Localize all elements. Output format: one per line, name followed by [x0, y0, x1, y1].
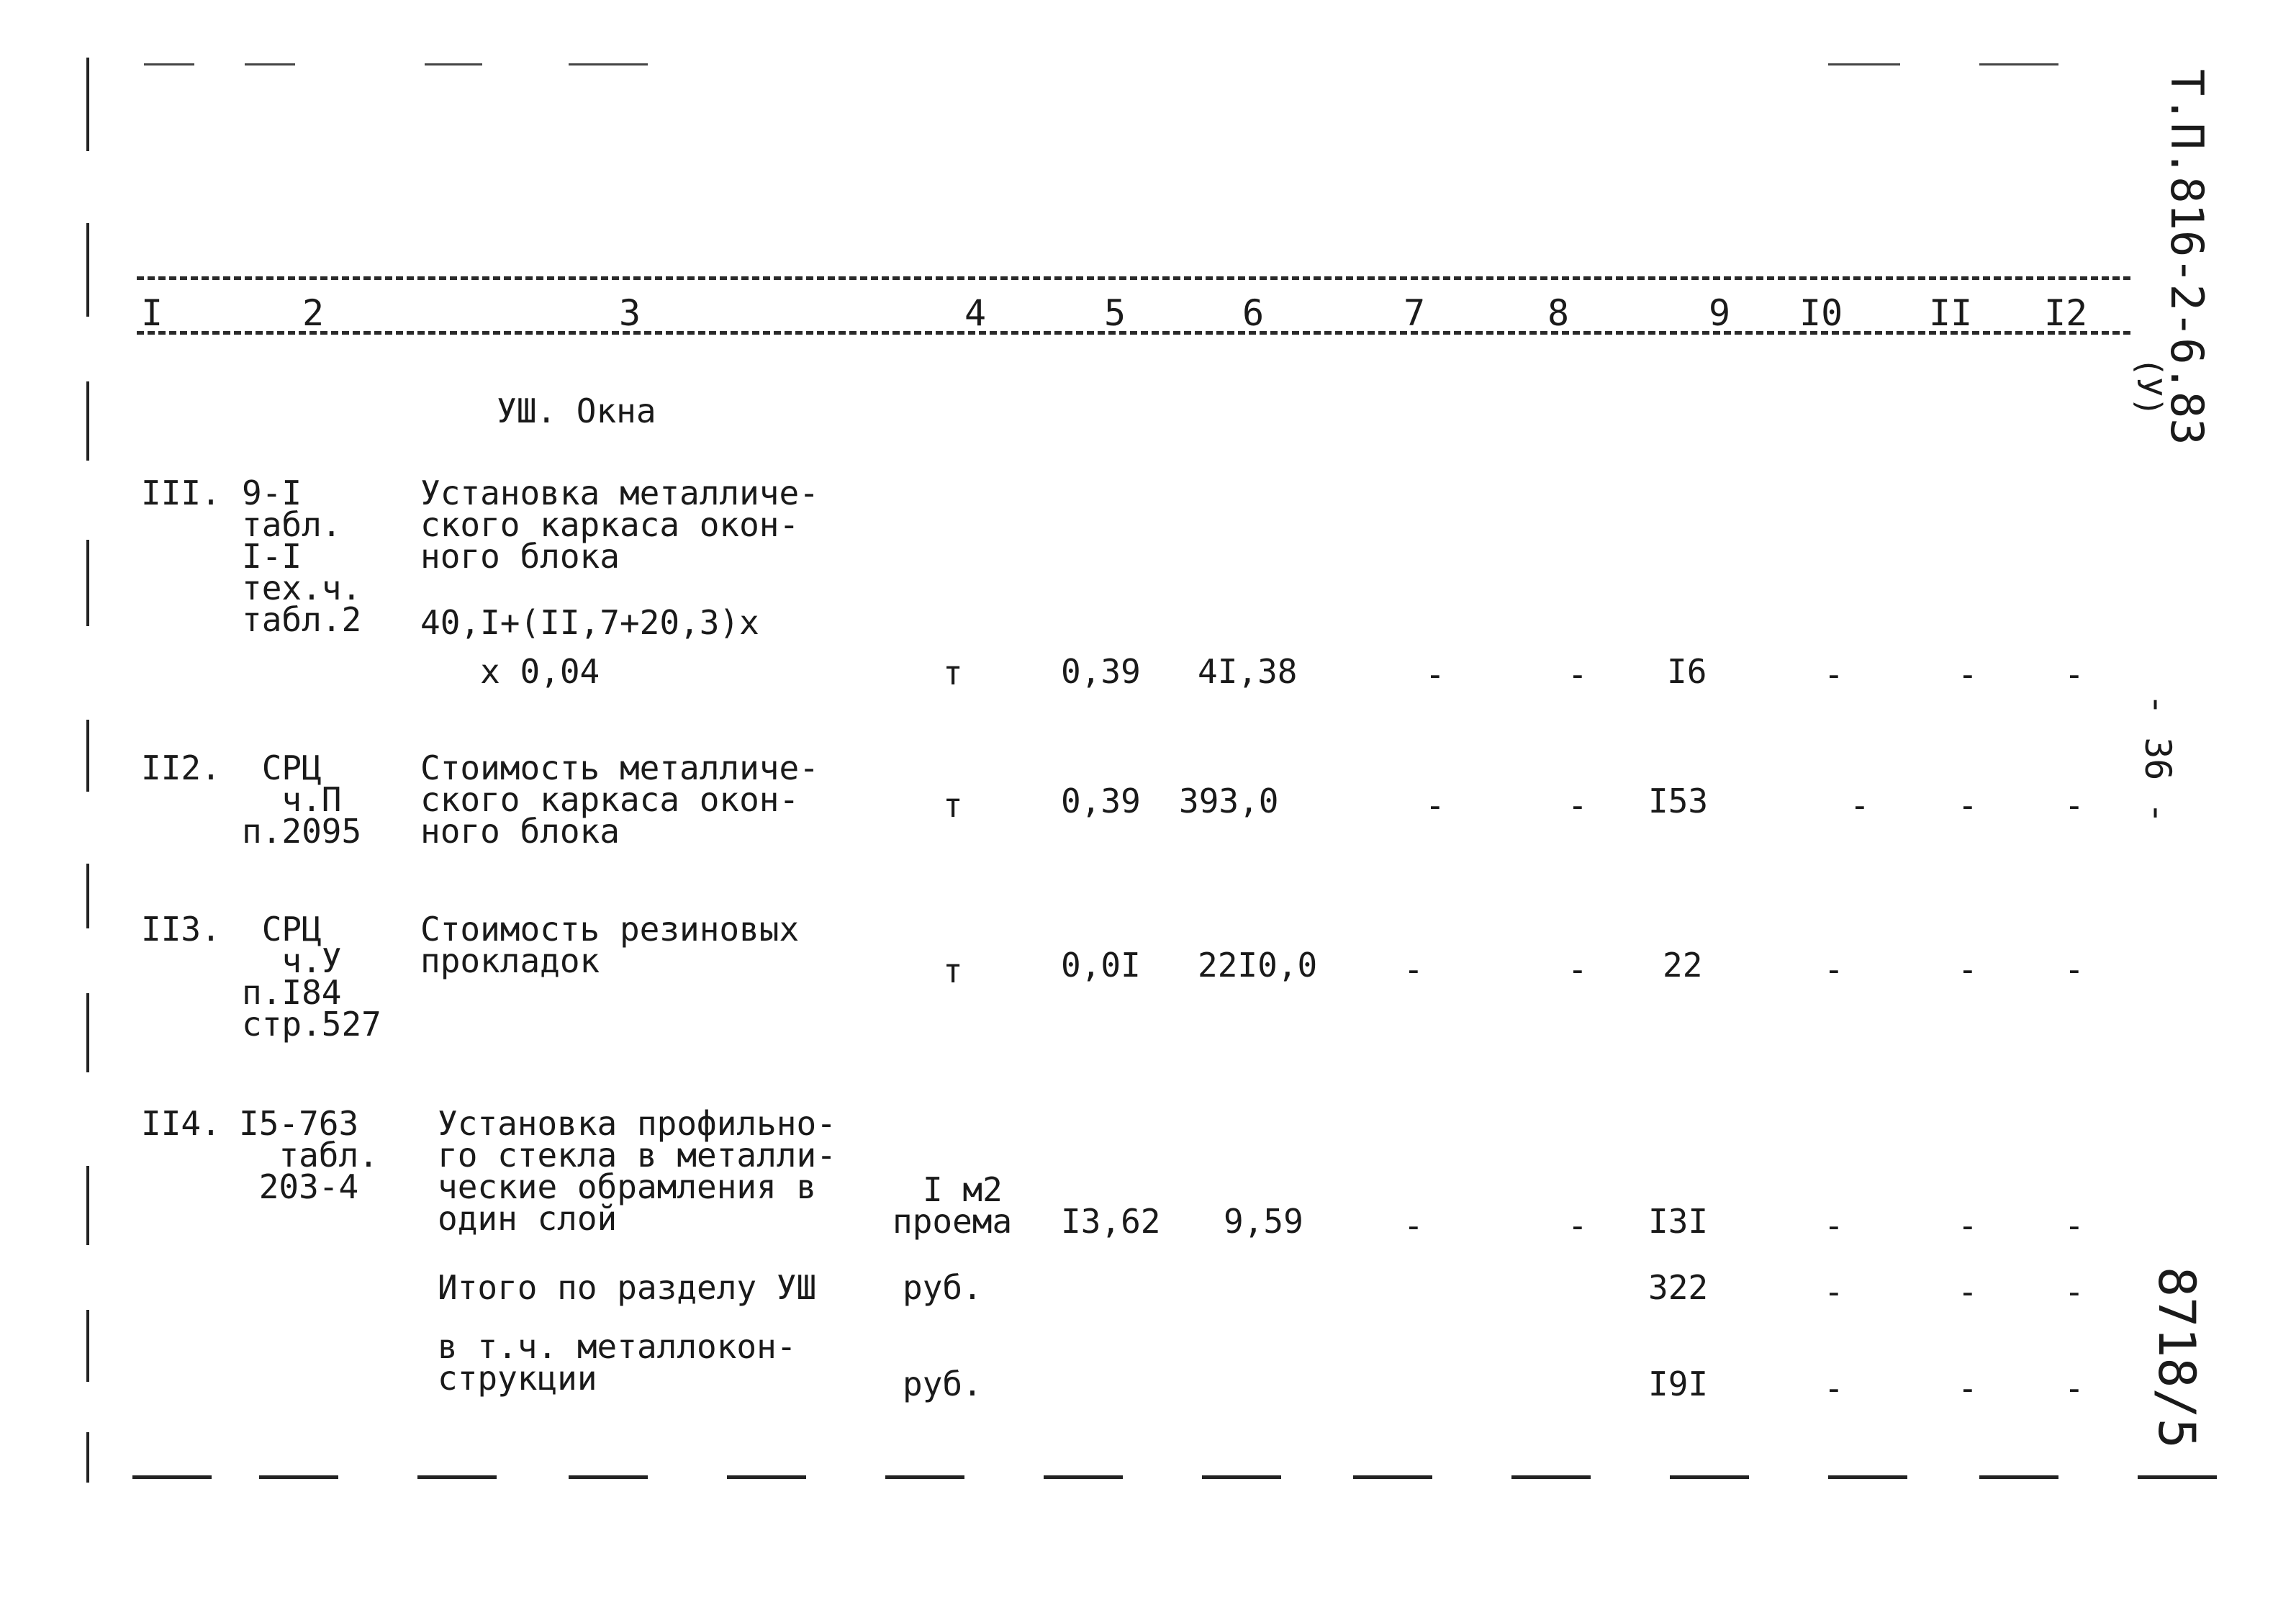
sheet-number: 8718/5	[2147, 1267, 2206, 1449]
row-col11: -	[1958, 1206, 1978, 1245]
total-unit: руб.	[903, 1268, 982, 1307]
row-ref: п.2095	[242, 812, 362, 851]
row-ref: стр.527	[242, 1005, 381, 1044]
margin-mark	[86, 223, 89, 317]
row-col8: -	[1568, 786, 1588, 825]
row-qty: 0,39	[1061, 782, 1141, 820]
total-col10: -	[1824, 1272, 1844, 1311]
total-col9: I9I	[1648, 1365, 1709, 1403]
margin-mark	[86, 381, 89, 461]
total-col12: -	[2064, 1369, 2084, 1408]
row-price: 22I0,0	[1198, 946, 1318, 985]
row-ref: I-I	[242, 537, 302, 576]
row-col9: I6	[1667, 652, 1707, 691]
row-col9: I53	[1648, 782, 1709, 820]
bottom-rule	[259, 1475, 338, 1479]
column-header-5: 5	[1104, 292, 1126, 334]
row-ref: тех.ч.	[242, 569, 362, 607]
row-qty: 0,39	[1061, 652, 1141, 691]
column-header-1: I	[141, 292, 163, 334]
header-rule-top	[137, 276, 2130, 280]
total-col9: 322	[1648, 1268, 1709, 1307]
row-ref: 203-4	[239, 1167, 359, 1206]
row-desc: Установка профильно-	[438, 1104, 836, 1143]
margin-mark	[86, 1432, 89, 1483]
column-header-3: 3	[619, 292, 641, 334]
total-col12: -	[2064, 1272, 2084, 1311]
row-ref: ч.У	[242, 941, 342, 980]
row-desc: один слой	[438, 1199, 618, 1238]
row-col12: -	[2064, 655, 2084, 694]
row-col12: -	[2064, 1206, 2084, 1245]
row-formula: x 0,04	[420, 652, 600, 691]
row-col7: -	[1404, 1206, 1424, 1245]
top-rule	[245, 63, 295, 65]
row-col7: -	[1425, 786, 1445, 825]
margin-mark	[86, 58, 89, 151]
row-col11: -	[1958, 950, 1978, 989]
bottom-rule	[1511, 1475, 1591, 1479]
column-header-6: 6	[1242, 292, 1265, 334]
row-number: II3.	[141, 910, 221, 949]
row-col8: -	[1568, 1206, 1588, 1245]
row-col12: -	[2064, 950, 2084, 989]
row-desc: Установка металличе-	[420, 474, 819, 512]
row-desc: Стоимость резиновых	[420, 910, 800, 949]
row-number: III.	[141, 474, 221, 512]
row-ref: ч.П	[242, 780, 342, 819]
row-formula: 40,I+(II,7+20,3)x	[420, 603, 759, 642]
row-col11: -	[1958, 786, 1978, 825]
top-rule	[144, 63, 194, 65]
row-unit: т	[943, 786, 963, 825]
column-header-10: I0	[1799, 292, 1843, 334]
row-ref: I5-763	[239, 1104, 359, 1143]
bottom-rule	[1670, 1475, 1749, 1479]
column-header-4: 4	[964, 292, 987, 334]
margin-mark	[86, 540, 89, 626]
total-label: в т.ч. металлокон-	[438, 1327, 797, 1366]
row-col9: I3I	[1648, 1202, 1709, 1241]
bottom-rule	[727, 1475, 806, 1479]
total-col10: -	[1824, 1369, 1844, 1408]
doc-code-sub: (У)	[2130, 357, 2169, 417]
row-ref: п.I84	[242, 973, 342, 1012]
row-col7: -	[1404, 950, 1424, 989]
row-col12: -	[2064, 786, 2084, 825]
bottom-rule	[2138, 1475, 2217, 1479]
margin-mark	[86, 993, 89, 1072]
page-number: - 36 -	[2137, 694, 2179, 824]
row-number: II2.	[141, 748, 221, 787]
row-unit: т	[943, 951, 963, 990]
top-rule	[1979, 63, 2058, 65]
row-col10: -	[1824, 1206, 1844, 1245]
row-ref: табл.2	[242, 600, 362, 639]
row-qty: 0,0I	[1061, 946, 1141, 985]
row-col10: -	[1850, 786, 1870, 825]
margin-mark	[86, 720, 89, 792]
bottom-rule	[1202, 1475, 1281, 1479]
top-rule	[569, 63, 648, 65]
bottom-rule	[1979, 1475, 2058, 1479]
section-title: УШ. Окна	[497, 392, 656, 430]
row-desc: ского каркаса окон-	[420, 505, 800, 544]
total-col11: -	[1958, 1272, 1978, 1311]
top-rule	[425, 63, 482, 65]
bottom-rule	[1353, 1475, 1432, 1479]
column-header-12: I2	[2044, 292, 2088, 334]
row-unit: I м2	[923, 1170, 1003, 1209]
bottom-rule	[132, 1475, 212, 1479]
column-header-2: 2	[302, 292, 325, 334]
margin-mark	[86, 1166, 89, 1245]
row-col10: -	[1824, 655, 1844, 694]
row-desc: Стоимость металличе-	[420, 748, 819, 787]
row-unit: т	[943, 653, 963, 692]
row-desc: ского каркаса окон-	[420, 780, 800, 819]
total-label: Итого по разделу УШ	[438, 1268, 817, 1307]
bottom-rule	[417, 1475, 497, 1479]
row-price: 4I,38	[1198, 652, 1298, 691]
total-col11: -	[1958, 1369, 1978, 1408]
row-desc: ного блока	[420, 537, 620, 576]
bottom-rule	[569, 1475, 648, 1479]
row-col9: 22	[1663, 946, 1703, 985]
row-desc: ного блока	[420, 812, 620, 851]
total-unit: руб.	[903, 1365, 982, 1403]
row-qty: I3,62	[1061, 1202, 1161, 1241]
row-desc: ческие обрамления в	[438, 1167, 817, 1206]
doc-code-stamp: Т.П.816-2-6.83	[2161, 69, 2213, 445]
row-col8: -	[1568, 950, 1588, 989]
row-ref: табл.	[242, 505, 342, 544]
row-price: 9,59	[1224, 1202, 1303, 1241]
row-unit: проема	[892, 1202, 1013, 1241]
margin-mark	[86, 864, 89, 928]
row-col11: -	[1958, 655, 1978, 694]
column-header-11: II	[1929, 292, 1973, 334]
row-col7: -	[1425, 655, 1445, 694]
column-header-7: 7	[1404, 292, 1426, 334]
row-number: II4.	[141, 1104, 221, 1143]
row-ref: СРЦ	[242, 910, 322, 949]
top-rule	[1828, 63, 1900, 65]
row-desc: прокладок	[420, 941, 600, 980]
row-col10: -	[1824, 950, 1844, 989]
column-header-8: 8	[1547, 292, 1570, 334]
bottom-rule	[1828, 1475, 1907, 1479]
column-header-9: 9	[1709, 292, 1731, 334]
row-ref: 9-I	[242, 474, 302, 512]
row-ref: СРЦ	[242, 748, 322, 787]
margin-mark	[86, 1310, 89, 1382]
row-ref: табл.	[239, 1136, 379, 1175]
row-price: 393,0	[1179, 782, 1279, 820]
total-label: струкции	[438, 1359, 597, 1398]
row-col8: -	[1568, 655, 1588, 694]
bottom-rule	[885, 1475, 964, 1479]
bottom-rule	[1044, 1475, 1123, 1479]
row-desc: го стекла в металли-	[438, 1136, 836, 1175]
